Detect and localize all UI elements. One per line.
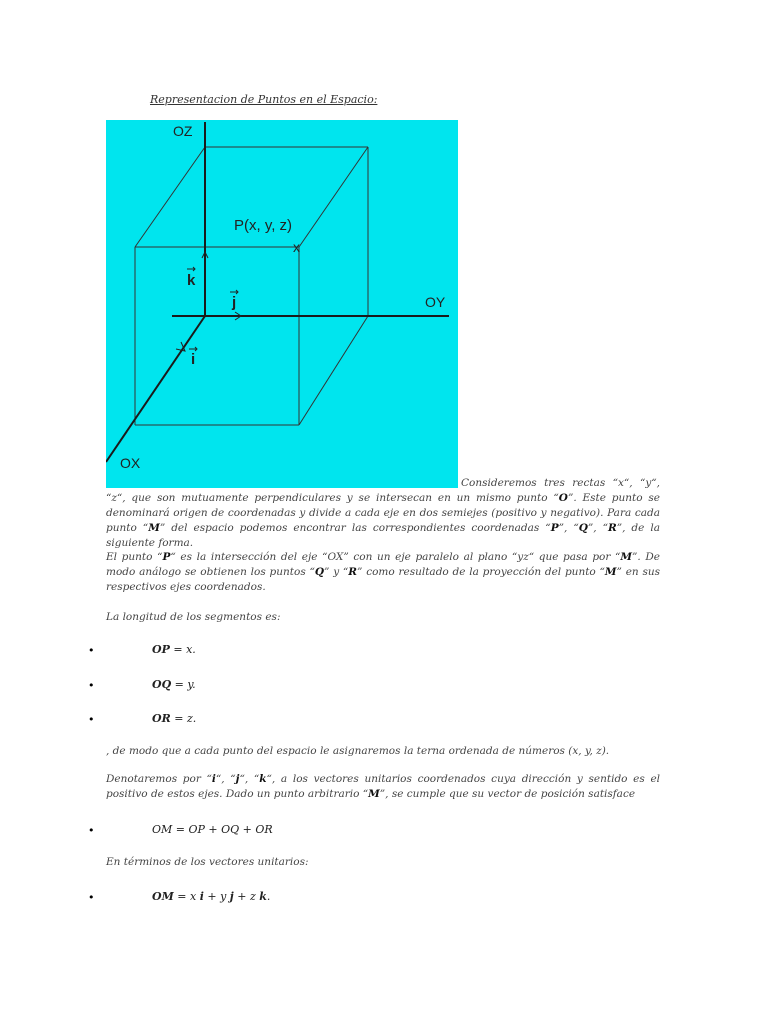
bullet-marker: •: [88, 713, 95, 726]
oq-equation: [152, 678, 196, 691]
axis-z-label: OZ: [173, 123, 193, 139]
figure-labels: [120, 123, 446, 471]
projection-q-symbol: Q: [314, 566, 325, 578]
origin-symbol: O: [558, 492, 568, 504]
page-title: Representacion de Puntos en el Espacio:: [150, 93, 378, 106]
point-p-symbol: P: [550, 522, 559, 534]
unit-i-symbol: i: [211, 773, 216, 785]
om-i-symbol: i: [199, 890, 204, 903]
projection-text-4: ” y “: [324, 566, 349, 578]
intro-text-6: ”, de la siguiente forma.: [106, 522, 661, 549]
projection-text-3: ”. De modo análogo se obtienen los puntos “: [106, 551, 660, 578]
or-value: = z.: [170, 712, 197, 725]
cube-edges: [135, 147, 368, 425]
point-m-symbol: M: [148, 522, 160, 534]
unit-vectors-text-4: “, a los vectores unitarios coordenados cuya dirección y sentido es el positivo de estos ejes. Dado un punto arbitrario “: [106, 773, 661, 800]
point-p-marker: x: [293, 239, 300, 255]
om-unit-equation: [152, 890, 270, 903]
bullet-marker: •: [88, 644, 95, 657]
unit-vectors-text-5: ”, se cumple que su vector de posición satisface: [379, 788, 636, 800]
projection-m2-symbol: M: [604, 566, 617, 578]
oq-symbol: OQ: [152, 678, 172, 691]
unit-j-symbol: j: [235, 773, 240, 785]
list-item-or: [88, 712, 668, 728]
om-sum-equation: OM = OP + OQ + OR: [152, 823, 273, 836]
bullet-marker: •: [88, 824, 95, 837]
axis-x-line: [106, 316, 205, 462]
om-j-symbol: j: [229, 890, 234, 903]
point-q-symbol: Q: [578, 522, 588, 534]
projection-paragraph: [106, 550, 660, 595]
unit-vectors-text-2: “, “: [215, 773, 236, 785]
list-item-op: [88, 643, 668, 659]
projection-text-1: El punto “: [106, 551, 163, 563]
om-eq-text: = x: [173, 890, 200, 903]
unit-m-symbol: M: [368, 788, 380, 800]
op-value: = x.: [169, 643, 196, 656]
axis-x-label: OX: [120, 455, 141, 471]
op-equation: [152, 643, 196, 656]
unit-vectors-text-1: Denotaremos por “: [106, 773, 212, 785]
list-item-oq: [88, 678, 668, 694]
om-z-text: + z: [233, 890, 260, 903]
axis-y-label: OY: [425, 294, 446, 310]
intro-text-1: Consideremos tres rectas “x“, “y“, “z“, que son mutuamente perpendiculares y se intersecan en un mismo punto “: [106, 477, 660, 504]
op-symbol: OP: [152, 643, 170, 656]
om-end-text: .: [266, 890, 271, 903]
axes: [106, 122, 449, 462]
or-symbol: OR: [152, 712, 171, 725]
bullet-marker: •: [88, 891, 95, 904]
list-item-om-sum: [88, 823, 668, 839]
om-y-text: + y: [203, 890, 230, 903]
point-r-symbol: R: [607, 522, 617, 534]
unit-vectors-text-3: “, “: [239, 773, 260, 785]
intro-text-4: ”, “: [558, 522, 579, 534]
om-symbol: OM: [152, 890, 174, 903]
projection-text-6: ” en sus respectivos ejes coordenados.: [106, 566, 661, 593]
ordered-triple-paragraph: , de modo que a cada punto del espacio le asignaremos la terna ordenada de números (x, y, z).: [106, 745, 610, 757]
list-item-om-unit: [88, 890, 668, 906]
intro-text-5: ”, “: [587, 522, 608, 534]
cube-diagram: [106, 120, 458, 488]
projection-r-symbol: R: [348, 566, 358, 578]
vector-i-label: i: [191, 351, 196, 368]
point-p-label: P(x, y, z): [234, 217, 293, 234]
unit-k-symbol: k: [259, 773, 267, 785]
projection-m-symbol: M: [620, 551, 633, 563]
coordinate-space-figure: [106, 120, 458, 488]
vector-k-label: k: [187, 272, 196, 289]
unit-vectors-paragraph: [106, 772, 660, 802]
intro-text-3: ” del espacio podemos encontrar las correspondientes coordenadas “: [159, 522, 551, 534]
bullet-marker: •: [88, 679, 95, 692]
projection-p-symbol: P: [162, 551, 171, 563]
projection-text-2: “ es la intersección del eje “OX” con un eje paralelo al plano “yz“ que pasa por “: [170, 551, 621, 563]
unit-vectors-intro: En términos de los vectores unitarios:: [106, 856, 309, 868]
om-k-symbol: k: [259, 890, 267, 903]
oq-value: = y.: [171, 678, 196, 691]
vector-j-label: j: [232, 294, 237, 311]
or-equation: [152, 712, 196, 725]
intro-text-2: ”. Este punto se denominará origen de coordenadas y divide a cada eje en dos semiejes (positivo y negativo). Para cada punto “: [106, 492, 660, 534]
segment-length-intro: La longitud de los segmentos es:: [106, 611, 281, 623]
projection-text-5: ” como resultado de la proyección del punto “: [357, 566, 605, 578]
intro-paragraph: [106, 476, 660, 551]
